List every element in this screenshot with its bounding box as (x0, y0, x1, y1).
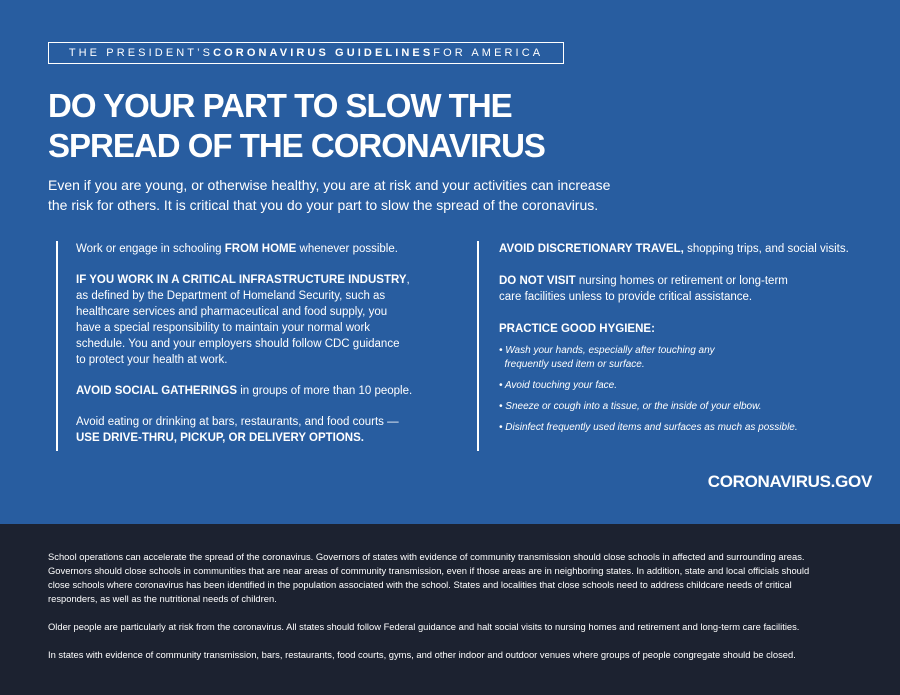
infra-line-2: healthcare services and pharmaceutical and food supply, you (76, 306, 388, 318)
page-title (48, 86, 868, 166)
schools-paragraph (48, 550, 863, 606)
intro-line-2: the risk for others. It is critical that you do your part to slow the spread of the coronavirus. (48, 197, 599, 213)
social-bold: AVOID SOCIAL GATHERINGS (76, 385, 238, 397)
hygiene-item: • Wash your hands, especially after touching any (499, 345, 715, 356)
social-gatherings-item (76, 383, 446, 399)
banner-prefix: THE PRESIDENT’S (68, 47, 214, 59)
hygiene-heading: PRACTICE GOOD HYGIENE: (499, 323, 655, 335)
travel-bold: AVOID DISCRETIONARY TRAVEL, (499, 243, 684, 255)
banner-suffix: FOR AMERICA (433, 47, 544, 59)
eating-bold: USE DRIVE-THRU, PICKUP, OR DELIVERY OPTIONS. (76, 432, 364, 444)
left-guidance-column (56, 241, 446, 451)
schools-line: close schools where coronavirus has been identified in the population associated with the school. States and localities that close schools need to address childcare needs of critical (48, 579, 792, 590)
infra-line-5: to protect your health at work. (76, 354, 228, 366)
work-from-home-item (76, 241, 446, 257)
schools-line: School operations can accelerate the spread of the coronavirus. Governors of states with evidence of community transmission should close schools in affected and surrounding areas. (48, 551, 805, 562)
older-people-paragraph: Older people are particularly at risk from the coronavirus. All states should follow Federal guidance and halt social visits to nursing homes and retirement and long-term care facilities. (48, 621, 800, 632)
visit-line-2: care facilities unless to provide critical assistance. (499, 291, 753, 303)
hygiene-list (499, 344, 877, 435)
home-post: whenever possible. (296, 243, 398, 255)
right-guidance-column (477, 241, 877, 451)
infra-line-3: have a special responsibility to maintain your normal work (76, 322, 371, 334)
banner-bold: CORONAVIRUS GUIDELINES (213, 47, 434, 59)
headline-line-2: SPREAD OF THE CORONAVIRUS (48, 127, 545, 164)
hygiene-item: • Avoid touching your face. (499, 380, 618, 391)
infra-line-1: as defined by the Department of Homeland Security, such as (76, 290, 386, 302)
eating-text: Avoid eating or drinking at bars, restaurants, and food courts — (76, 416, 399, 428)
critical-infrastructure-item (76, 272, 446, 368)
intro-line-1: Even if you are young, or otherwise healthy, you are at risk and your activities can increase (48, 177, 611, 193)
infra-bold: IF YOU WORK IN A CRITICAL INFRASTRUCTURE INDUSTRY (76, 274, 407, 286)
schools-line: responders, as well as the nutritional needs of children. (48, 593, 277, 604)
do-not-visit-item (499, 273, 877, 305)
infra-line-4: schedule. You and your employers should follow CDC guidance (76, 338, 400, 350)
home-bold: FROM HOME (224, 243, 297, 255)
travel-item (499, 241, 877, 257)
website-link[interactable]: CORONAVIRUS.GOV (707, 472, 872, 491)
hygiene-item: frequently used item or surface. (499, 359, 645, 370)
hygiene-item: • Disinfect frequently used items and surfaces as much as possible. (499, 422, 798, 433)
headline-line-1: DO YOUR PART TO SLOW THE (48, 87, 512, 124)
footer-notes (48, 550, 863, 676)
eating-out-item (76, 414, 446, 446)
infra-line-0: , (406, 274, 410, 286)
travel-post: shopping trips, and social visits. (683, 243, 849, 255)
intro-text (48, 175, 648, 215)
venues-paragraph: In states with evidence of community transmission, bars, restaurants, food courts, gyms, and other indoor and outdoor venues where groups of people congregate should be closed. (48, 649, 796, 660)
social-post: in groups of more than 10 people. (237, 385, 413, 397)
hygiene-item: • Sneeze or cough into a tissue, or the inside of your elbow. (499, 401, 762, 412)
home-pre: Work or engage in schooling (76, 243, 225, 255)
guidelines-banner (48, 42, 564, 64)
visit-line-1: nursing homes or retirement or long-term (575, 275, 788, 287)
schools-line: Governors should close schools in communities that are near areas of community transmission, even if those areas are in neighboring states. In addition, state and local officials should (48, 565, 810, 576)
visit-bold: DO NOT VISIT (499, 275, 576, 287)
